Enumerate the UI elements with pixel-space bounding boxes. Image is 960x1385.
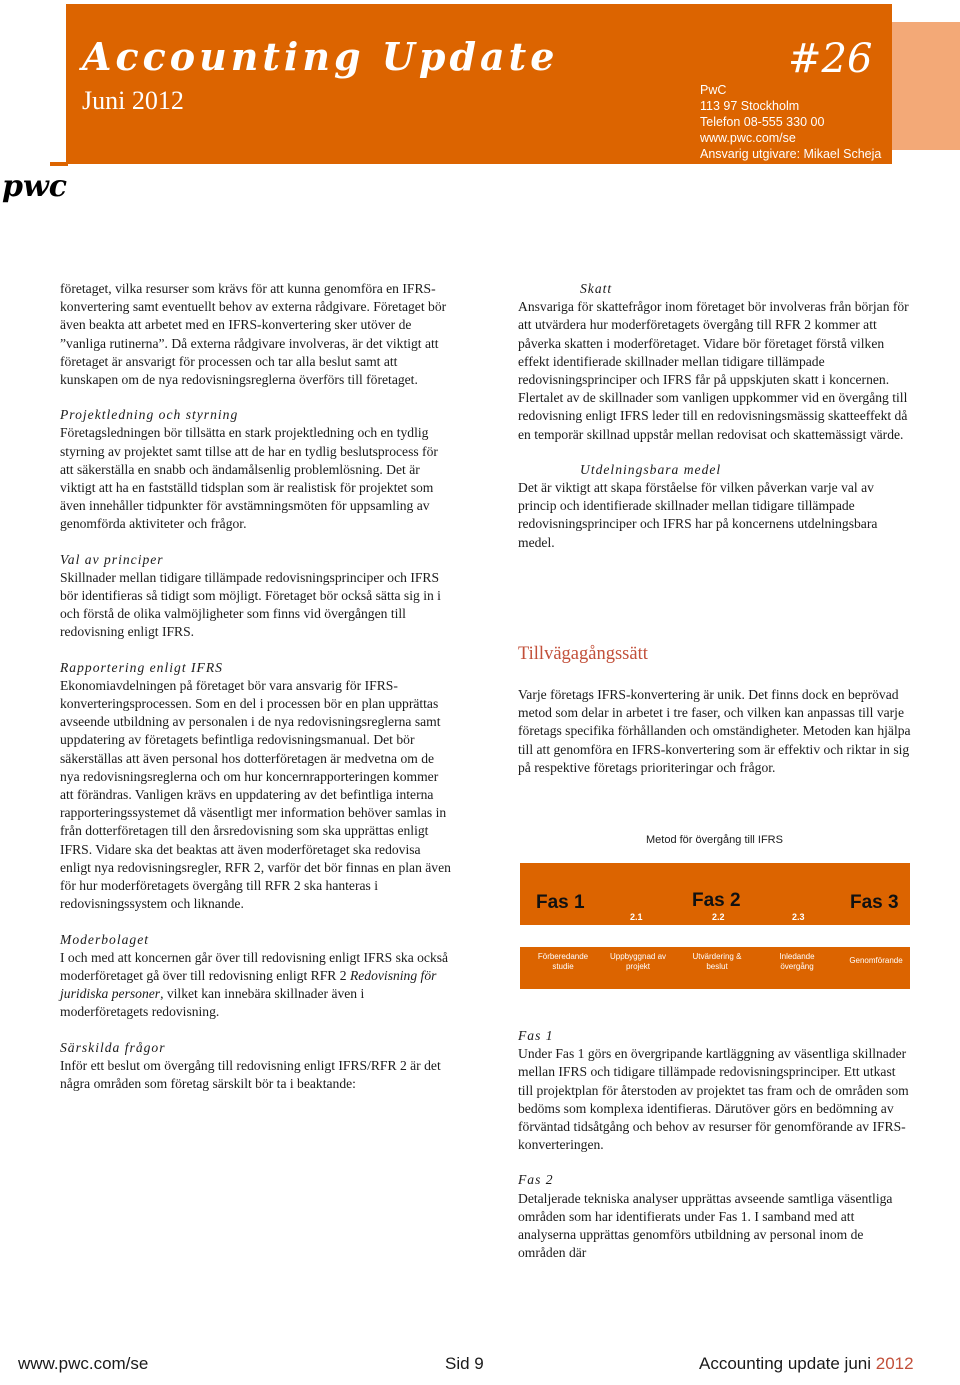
paragraph	[60, 949, 452, 1022]
paragraph: Ekonomiavdelningen på företaget bör vara ansvarig för IFRS-konverteringsprocessen. Som en del i processen bör en plan upprättas avseende utbildning av personalen i de nya redovisningsreglerna samt uppdatering av företagets befintliga redovisningsmanual. Det bör säkerställas att även personal hos dotterföretagen är medvetna om de nya redovisningsreglerna och om hur koncernrapporteringen kommer att förändras. Vanligen krävs en uppdatering av det befintliga interna rapporteringssystemet då väsentligt mer information behöver samlas in från dotterföretagen till den årsredovisning som ska upprättas enligt IFRS. Vidare ska det beaktas att även moderföretaget ska redovisa enligt nya redovisningsregler, RFR 2, varför det bör finnas en plan även för hur moderföretagets övergång till RFR 2 ska hanteras i redovisningssystem och liknande.	[60, 677, 451, 912]
section-title: Tillvägagångssätt	[518, 644, 648, 664]
right-column-middle	[518, 686, 914, 794]
paragraph: Detaljerade tekniska analyser upprättas avseende samtliga väsentliga områden som har identifierats under Fas 1. I samband med att analyserna upprättas genomförs utbildning av personal inom de områden där	[518, 1190, 893, 1261]
emphasis-text: Redovisning för juridiska personer	[60, 967, 437, 1002]
right-column-bottom	[518, 1027, 914, 1279]
section-heading: Projektledning och styrning	[60, 407, 239, 423]
paragraph: Det är viktigt att skapa förståelse för vilken påverkan varje val av princip och identifierade skillnader mellan tidigare tillämpade redovisningsprinciper och IFRS har på koncernens utdelningsbara medel.	[518, 480, 878, 550]
section-heading: Fas 2	[518, 1172, 554, 1188]
paragraph-text: I och med att koncernen går över till redovisning enligt IFRS ska också moderföretaget gå över till redovisning enligt RFR 2	[60, 949, 449, 983]
header-banner	[66, 4, 892, 164]
footer-publication-name: Accounting update juni	[699, 1354, 876, 1373]
section-heading: Särskilda frågor	[60, 1039, 166, 1055]
right-column-top	[518, 280, 914, 569]
phase-label: Fas 2	[692, 890, 741, 911]
step-label: Inledande övergång	[779, 952, 815, 971]
paragraph: Varje företags IFRS-konvertering är unik. Det finns dock en beprövad metod som delar in arbetet i tre faser, och vilken kan anpassas till varje företags specifika förhållanden och omständigheter. Metoden kan hjälpa till att genomföra en IFRS-konvertering som är effektiv och riktar in sig på respektive företags prioriteringar och frågor.	[518, 687, 911, 775]
footer-publication	[699, 1354, 914, 1374]
footer-url[interactable]: www.pwc.com/se	[18, 1354, 149, 1373]
issue-date: Juni 2012	[82, 86, 184, 115]
svg-text:pwc: pwc	[2, 169, 68, 204]
contact-line: Ansvarig utgivare: Mikael Scheja	[700, 147, 882, 161]
step-label: Uppbyggnad av projekt	[609, 952, 667, 971]
method-diagram	[518, 830, 910, 990]
section-heading: Val av principer	[60, 551, 164, 567]
paragraph: Ansvariga för skattefrågor inom företaget bör involveras från början för att utvärdera hur moderföretagets övergång till RFR 2 kommer att påverka skatten i moderföretaget. Vidare bör företaget förstå vilken effekt identifierade skillnader mellan tidigare tillämpade redovisningsprinciper och IFRS får på uppskjuten skatt i koncernen. Flertalet av de skillnader som vanligen uppkommer vid en övergång till redovisning enligt IFRS leder till en redovisningsmässig skatteeffekt då en temporär skillnad uppstår mellan redovisat och skattemässigt värde.	[518, 299, 909, 442]
paragraph: Under Fas 1 görs en övergripande kartläggning av väsentliga skillnader mellan IFRS och tidigare tillämpade redovisningsprinciper. Ett utkast till projektplan för återstoden av projektet tas fram och de områden som bedöms som komplexa identifieras. Därutöver görs en bedömning av förväntad tidsåtgång och behov av resurser för genomförande av IFRS-konverteringen.	[518, 1046, 909, 1153]
phase-label: Fas 3	[850, 892, 899, 913]
newsletter-title: Accounting Update	[82, 34, 559, 79]
paragraph: företaget, vilka resurser som krävs för att kunna genomföra en IFRS-konvertering samt eventuellt behov av externa rådgivare. Företaget bör även beakta att arbetet med en IFRS-konvertering sker utöver de ”vanliga rutinerna”. Då externa rådgivare involveras, är det viktigt att företaget är ansvarigt för processen och tar alla beslut samt att kunskapen om de nya redovisningsreglerna överförs till företaget.	[60, 281, 447, 388]
subphase-label: 2.3	[792, 912, 805, 922]
paragraph: Företagsledningen bör tillsätta en stark projektledning och en tydlig styrning av projektet samt tillse att de har en tydlig beslutsprocess för att säkerställa en snabb och ändamålsenlig problemlösning. Det är viktigt att ha en fastställd tidsplan som är realistisk för projektet som även innehåller tidpunkter för avstämningsmöten för uppsamling av genomförda aktiviteter och frågor.	[60, 425, 438, 532]
page-number: Sid 9	[445, 1354, 484, 1373]
contact-line: Telefon 08-555 330 00	[700, 115, 825, 129]
section-heading: Skatt	[580, 281, 613, 296]
contact-line: 113 97 Stockholm	[700, 99, 800, 113]
step-label: Genomförande	[849, 956, 903, 965]
footer-year: 2012	[875, 1354, 914, 1373]
subphase-label: 2.2	[712, 912, 725, 922]
pwc-logo-icon	[0, 158, 90, 208]
section-heading: Moderbolaget	[60, 931, 150, 947]
step-label: Förberedande studie	[537, 952, 589, 971]
diagram-title: Metod för övergång till IFRS	[646, 834, 783, 846]
section-heading: Rapportering enligt IFRS	[60, 659, 223, 675]
phase-label: Fas 1	[536, 892, 585, 913]
section-heading: Utdelningsbara medel	[580, 461, 722, 477]
contact-line: www.pwc.com/se	[700, 131, 796, 145]
paragraph: Inför ett beslut om övergång till redovisning enligt IFRS/RFR 2 är det några områden som företag särskilt bör ta i beaktande:	[60, 1057, 441, 1091]
issue-number: #26	[788, 36, 873, 82]
paragraph-text: , vilket kan innebära skillnader även i moderföretagets redovisning.	[60, 986, 365, 1020]
subphase-label: 2.1	[630, 912, 643, 922]
header-shadow	[880, 22, 960, 150]
left-column	[60, 280, 452, 1110]
paragraph: Skillnader mellan tidigare tillämpade redovisningsprinciper och IFRS bör identifieras så tidigt som möjligt. Företaget bör också sätta sig in i och förstå de olika valmöjligheter som finns vid övergången till redovisning enligt IFRS.	[60, 569, 441, 640]
step-label: Utvärdering & beslut	[692, 952, 742, 971]
contact-block	[700, 82, 881, 162]
contact-line: PwC	[700, 83, 727, 97]
section-heading: Fas 1	[518, 1028, 554, 1043]
